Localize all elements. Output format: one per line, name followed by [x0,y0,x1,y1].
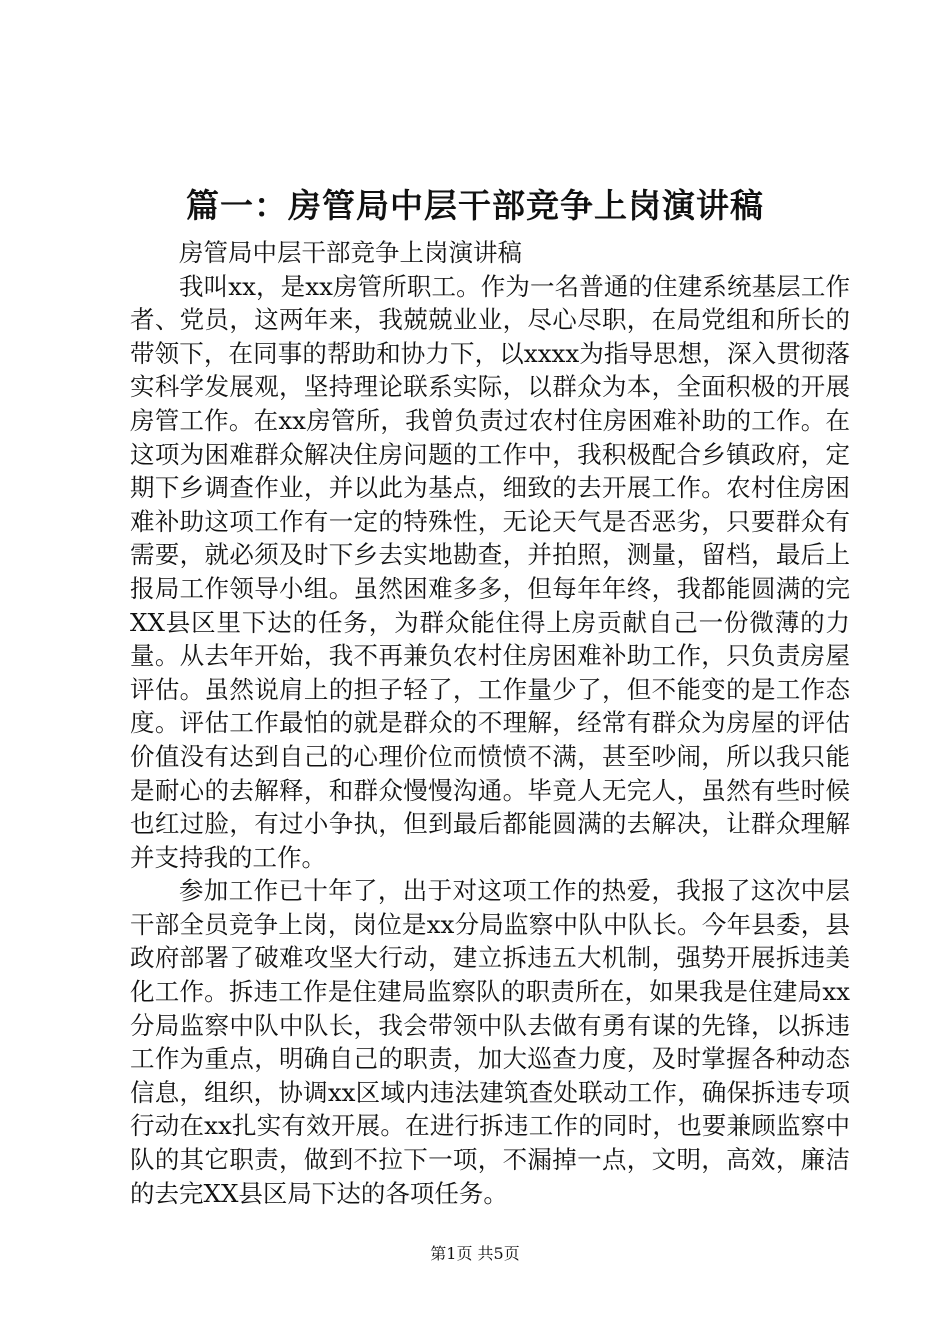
body-paragraph-2: 参加工作已十年了，出于对这项工作的热爱，我报了这次中层干部全员竞争上岗，岗位是xx分局监察中队中队长。今年县委，县政府部署了破难攻坚大行动，建立拆违五大机制，强势开展拆违美化工作。拆违工作是住建局监察队的职责所在，如果我是住建局xx分局监察中队中队长，我会带领中队去做有勇有谋的先锋，以拆违工作为重点，明确自己的职责，加大巡查力度，及时掌握各种动态信息，组织，协调xx区域内违法建筑查处联动工作，确保拆违专项行动在xx扎实有效开展。在进行拆违工作的同时，也要兼顾监察中队的其它职责，做到不拉下一项，不漏掉一点，文明，高效，廉洁的去完XX县区局下达的各项任务。 [130,876,850,1208]
page-footer: 第1页 共5页 [430,1244,520,1263]
document-body [130,236,850,1210]
body-paragraph-1: 我叫xx，是xx房管所职工。作为一名普通的住建系统基层工作者、党员，这两年来，我兢兢业业，尽心尽职，在局党组和所长的带领下，在同事的帮助和协力下，以xxxx为指导思想，深入贯彻落实科学发展观，坚持理论联系实际，以群众为本，全面积极的开展房管工作。在xx房管所，我曾负责过农村住房困难补助的工作。在这项为困难群众解决住房问题的工作中，我积极配合乡镇政府，定期下乡调查作业，并以此为基点，细致的去开展工作。农村住房困难补助这项工作有一定的特殊性，无论天气是否恶劣，只要群众有需要，就必须及时下乡去实地勘查，并拍照，测量，留档，最后上报局工作领导小组。虽然困难多多，但每年年终，我都能圆满的完XX县区里下达的任务，为群众能住得上房贡献自己一份微薄的力量。从去年开始，我不再兼负农村住房困难补助工作，只负责房屋评估。虽然说肩上的担子轻了，工作量少了，但不能变的是工作态度。评估工作最怕的就是群众的不理解，经常有群众为房屋的评估价值没有达到自己的心理价位而愤愤不满，甚至吵闹，所以我只能是耐心的去解释，和群众慢慢沟通。毕竟人无完人，虽然有些时候也红过脸，有过小争执，但到最后都能圆满的去解决，让群众理解并支持我的工作。 [130,271,850,872]
document-title: 篇一：房管局中层干部竞争上岗演讲稿 [186,186,764,225]
subtitle-paragraph: 房管局中层干部竞争上岗演讲稿 [179,238,522,267]
